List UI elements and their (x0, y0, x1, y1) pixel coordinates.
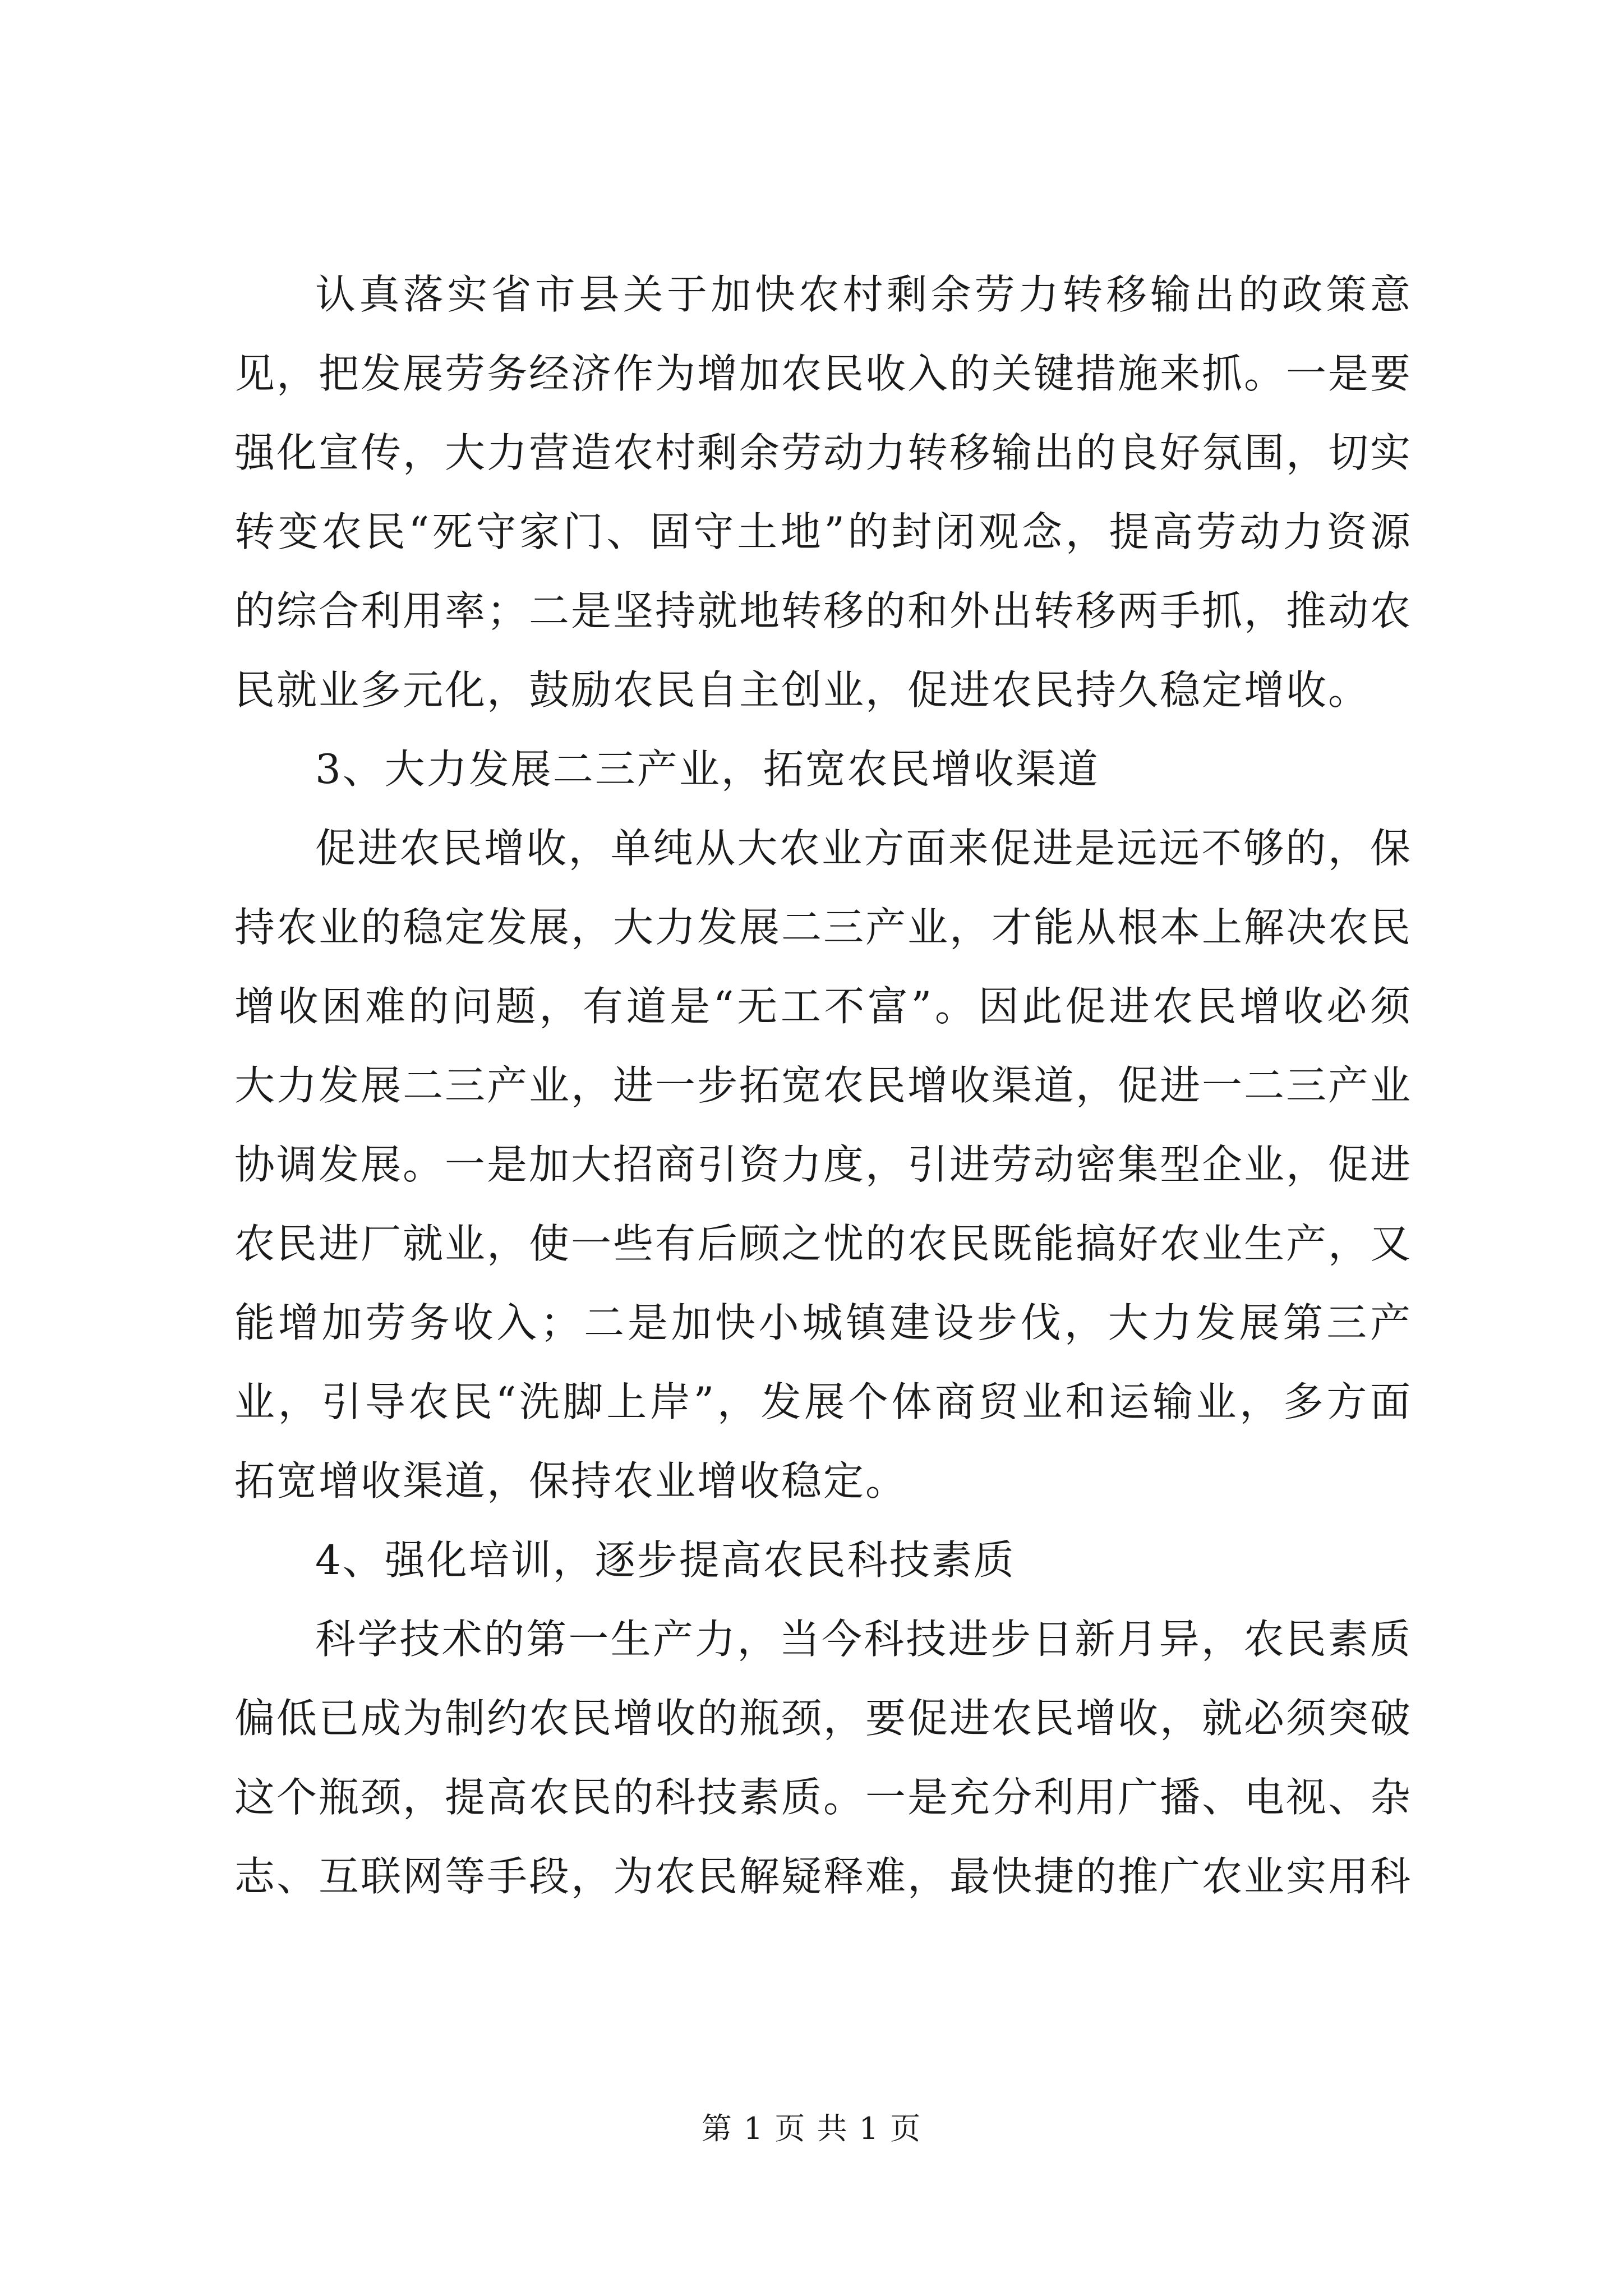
section-heading-4: 4、强化培训，逐步提高农民科技素质 (315, 1536, 1016, 1584)
paragraph-training: 科学技术的第一生产力，当今科技进步日新月异，农民素质偏低已成为制约农民增收的瓶颈，要促进农民增收，就必须突破这个瓶颈，提高农民的科技素质。一是充分利用广播、电视、杂志、互联网等手段，为农民解疑释难，最快捷的推广农业实用科 (234, 1616, 1413, 1900)
document-body (234, 255, 1412, 1916)
section-heading-3: 3、大力发展二三产业，拓宽农民增收渠道 (315, 746, 1100, 793)
paragraph-labor-transfer: 认真落实省市县关于加快农村剩余劳力转移输出的政策意见，把发展劳务经济作为增加农民收入的关键措施来抓。一是要强化宣传，大力营造农村剩余劳动力转移输出的良好氛围，切实转变农民“死守家门、固守土地”的封闭观念，提高劳动力资源的综合利用率；二是坚持就地转移的和外出转移两手抓，推动农民就业多元化，鼓励农民自主创业，促进农民持久稳定增收。 (234, 271, 1413, 714)
paragraph-secondary-tertiary-industry: 促进农民增收，单纯从大农业方面来促进是远远不够的，保持农业的稳定发展，大力发展二三产业，才能从根本上解决农民增收困难的问题，有道是“无工不富”。因此促进农民增收必须大力发展二三产业，进一步拓宽农民增收渠道，促进一二三产业协调发展。一是加大招商引资力度，引进劳动密集型企业，促进农民进厂就业，使一些有后顾之忧的农民既能搞好农业生产，又能增加劳务收入；二是加快小城镇建设步伐，大力发展第三产业，引导农民“洗脚上岸”，发展个体商贸业和运输业，多方面拓宽增收渠道，保持农业增收稳定。 (234, 825, 1413, 1504)
page-footer: 第 1 页 共 1 页 (701, 2111, 922, 2146)
